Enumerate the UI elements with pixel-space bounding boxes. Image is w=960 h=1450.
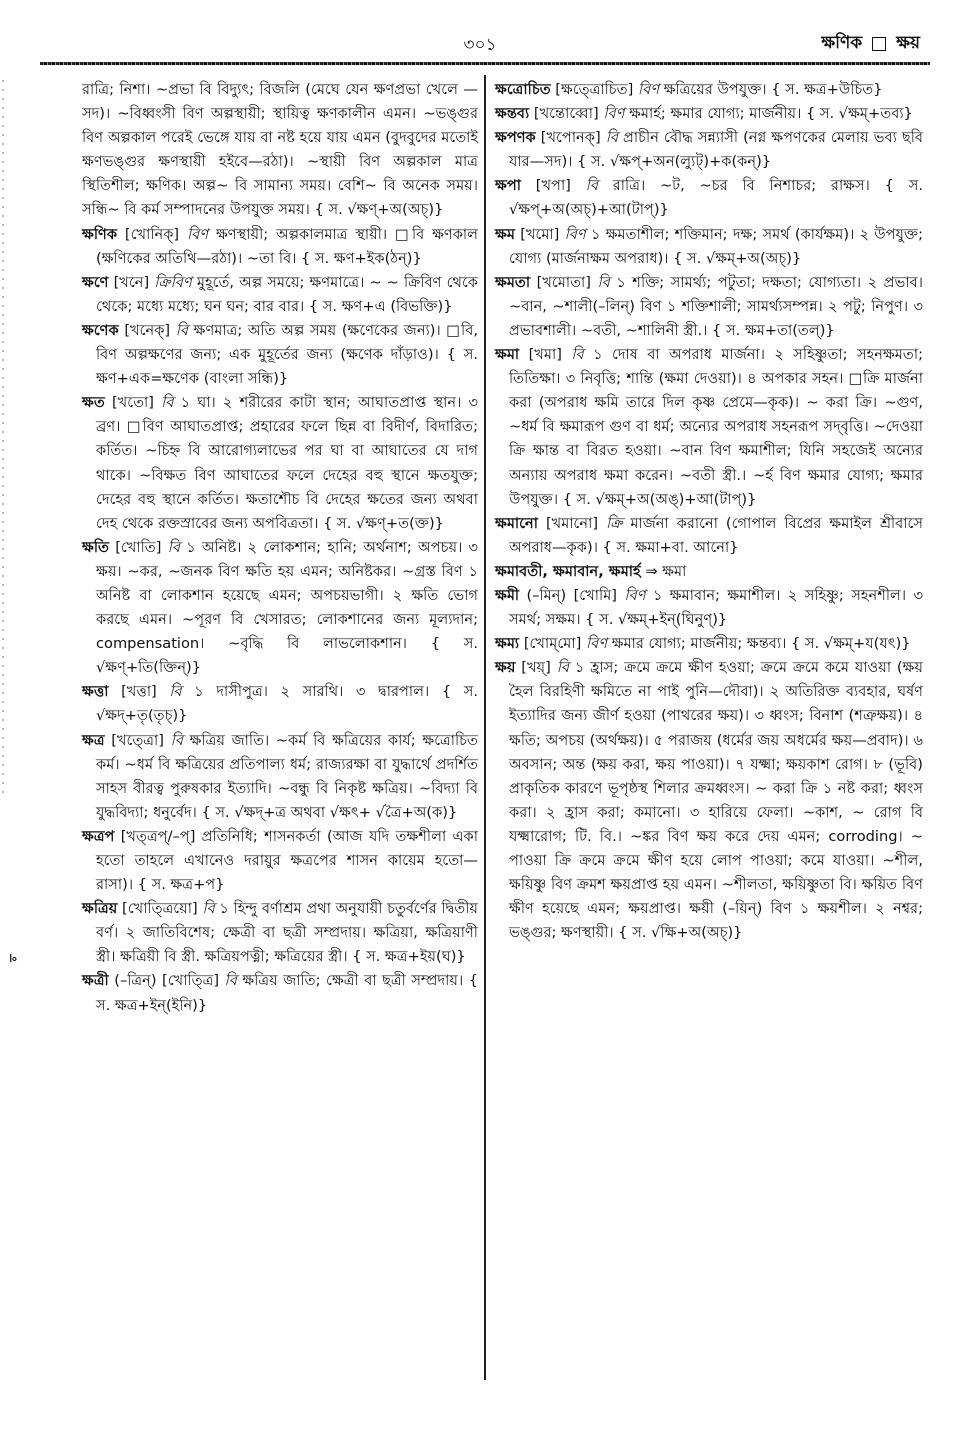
definition: ১ অনিষ্ট। ২ লোকশান; হানি; অর্থনাশ; অপচয়। ৩ ক্ষয়। ~কর, ~জনক বিণ ক্ষতি হয় এমন; অনিষ্টকর। ~গ্রস্ত বিণ ১ অনিষ্ট বা লোকশান হয়েছে এমন; অপচয়ভাগী। ২ ক্ষতি ভোগ করছে এমন। ~পূরণ বি খেসারত; লোকশানের জন্য মূল্যদান; compensation। ~বৃদ্ধি বি লাভলোকশান। { স. √ক্ষণ্+তি(ক্তিন্)} xyxy=(96,538,479,677)
headword: ক্ষত্রোচিত xyxy=(495,81,551,98)
definition: ১ হ্রাস; ক্রমে ক্রমে ক্ষীণ হওয়া; ক্রমে ক্রমে কমে যাওয়া (ক্ষয় হৈল বিরহিণী ক্ষমিতে না পাই পুনি—দৌবা)। ২ অতিরিক্ত ব্যবহার, ঘর্ষণ ইত্যাদির জন্য জীর্ণ হওয়া (পাথরের ক্ষয়)। ৩ ধ্বংস; বিনাশ (শত্রুক্ষয়)। ৪ ক্ষতি; অপচয় (অর্থক্ষয়)। ৫ পরাজয় (ধর্মের জয় অধর্মের ক্ষয়—প্রবাদ)। ৬ অবসান; অন্ত (ক্ষয় করা, ক্ষয় পাওয়া)। ৭ যক্ষ্মা; ক্ষয়কাশ রোগ। ৮ (ভূবি) প্রাকৃতিক কারণে ভূপৃষ্ঠস্থ শিলার ক্রমধ্বংস। ~ করা ক্রি ১ নষ্ট করা; ধ্বংস করা। ২ হ্রাস করা; কমানো। ৩ হারিয়ে ফেলা। ~কাশ, ~ রোগ বি যক্ষ্মারোগ; টি. বি.। ~ঙ্কর বিণ ক্ষয় করে দেয় এমন; corroding। ~ পাওয়া ক্রি ক্রমে ক্রমে ক্ষীণ হয়ে লোপ পাওয়া; কমে যাওয়া। ~শীল, ক্ষয়িষ্ণু বিণ ক্রমশ ক্ষয়প্রাপ্ত হয় এমন। ~শীলতা, ক্ষয়িষ্ণুতা বি। ক্ষয়িত বিণ ক্ষীণ হয়েছে এমন; ক্ষয়প্রাপ্ত। ক্ষয়ী (–য়িন্) বিণ ১ ক্ষয়শীল। ২ নশ্বর; ভঙ্গুর; ক্ষণস্থায়ী। { স. √ক্ষি+অ(অচ্)} xyxy=(509,659,924,942)
definition: ১ দোষ বা অপরাধ মার্জনা। ২ সহিষ্ণুতা; সহনক্ষমতা; তিতিক্ষা। ৩ নিবৃত্তি; শান্তি (ক্ষমা দেওয়া)। ৪ অপকার সহন। □ক্রি মার্জনা করা (অপরাধ ক্ষমি তারে দিল কৃষ্ণ প্রেমে—কৃক)। ~ করা ক্রি। ~গুণ, ~ধর্ম বি ক্ষমারূপ গুণ বা ধর্ম; অন্যের অপরাধ সহনরূপ সদ্‌বৃত্তি। ~দেওয়া ক্রি ক্ষান্ত বা বিরত হওয়া। ~বান বিণ ক্ষমাশীল; যিনি সহজেই অন্যের অন্যায় অপরাধ ক্ষমা করেন। ~বতী স্ত্রী.। ~র্হ বিণ ক্ষমার যোগ্য; ক্ষমার উপযুক্ত। { স. √ক্ষম্+অ(অঙ্)+আ(টাপ্)} xyxy=(509,346,924,508)
part-of-speech: বি xyxy=(571,346,584,364)
part-of-speech: বিণ xyxy=(603,105,625,123)
part-of-speech: বি xyxy=(175,321,189,339)
dictionary-entry xyxy=(495,174,923,222)
dictionary-entry xyxy=(495,271,923,343)
left-column xyxy=(82,78,478,1018)
headword: ক্ষত্র xyxy=(82,731,105,749)
part-of-speech: বিণ xyxy=(186,225,209,243)
definition: ১ দাসীপুত্র। ২ সারথি। ৩ দ্বারপাল। { স. √ক্ষদ্+তৃ(তৃচ্)} xyxy=(96,683,478,725)
definition: মার্জনা করানো (গোপাল বিপ্রের ক্ষমাইল শ্রীবাসে অপরাধ—কৃক)। { স. ক্ষমা+বা. আনো} xyxy=(509,514,923,556)
definition: প্রতিনিধি; শাসনকর্তা (আজ যদি তক্ষশীলা একা হতো তাহলে এখানেও দরায়ুর ক্ষত্রপের শাসন কায়েম হতো—রাসা)। { স. ক্ষত্র+প} xyxy=(96,827,478,894)
definition: ১ ঘা। ২ শরীরের কাটা স্থান; আঘাতপ্রাপ্ত স্থান। ৩ ব্রণ। □বিণ আঘাতপ্রাপ্ত; প্রহারের ফলে ছিন্ন বা বিদীর্ণ, বিদারিত; কর্তিত। ~চিহ্ন বি আরোগ্যলাভের পর ঘা বা আঘাতের যে দাগ থাকে। ~বিক্ষত বিণ আঘাতের ফলে দেহের বহু স্থানে ক্ষতযুক্ত; দেহের বহু স্থানে কর্তিত। ক্ষতাশৌচ বি দেহের ক্ষতের জন্য অথবা দেহ থেকে রক্তস্রাবের জন্য অপবিত্রতা। { স. √ক্ষণ্+ত(ক্ত)} xyxy=(96,394,478,532)
headword: ক্ষম্য xyxy=(495,635,520,653)
pronunciation: [খোনিক্] xyxy=(124,225,180,243)
headword: ক্ষপা xyxy=(495,177,521,195)
part-of-speech: বি xyxy=(556,659,569,677)
part-of-speech: ক্রিবিণ xyxy=(154,273,192,291)
definition: ক্ষত্রিয়ের উপযুক্ত। { স. ক্ষত্র+উচিত} xyxy=(663,81,883,98)
pronunciation: [খনে] xyxy=(113,273,150,291)
dictionary-entry xyxy=(495,78,923,102)
headword: ক্ষত্রপ xyxy=(82,827,115,845)
guide-word-first: ক্ষণিক xyxy=(821,33,863,53)
headword: ক্ষপণক xyxy=(495,129,536,147)
dictionary-entry xyxy=(82,391,478,536)
definition: ⇒ ক্ষমা xyxy=(645,562,687,580)
definition: ১ হিন্দু বর্ণাশ্রম প্রথা অনুযায়ী চতুর্বর্ণের দ্বিতীয় বর্ণ। ২ জাতিবিশেষ; ক্ষেত্রী বা ছত্রী সম্প্রদায়। ক্ষত্রিয়া, ক্ষত্রিয়াণী স্ত্রী। ক্ষত্রিয়ী বি স্ত্রী. ক্ষত্রিয়পত্নী; ক্ষত্রিয়ের স্ত্রী। { স. ক্ষত্র+ইয়(ঘ)} xyxy=(96,900,479,966)
headword: ক্ষম xyxy=(495,225,515,243)
definition: ক্ষণস্থায়ী; অল্পকালমাত্র স্থায়ী। □বি ক্ষণকাল (ক্ষণিকের অতিথি—রঠা)। ~তা বি। { স. ক্ষণ+ইক(ঠন্)} xyxy=(96,225,479,267)
part-of-speech: বিণ xyxy=(637,81,660,98)
definition: ক্ষমার যোগ্য; মার্জনীয়; ক্ষন্তব্য। { স. √ক্ষম্+য(যৎ)} xyxy=(611,635,911,653)
part-of-speech: বি xyxy=(202,900,215,918)
dictionary-entry xyxy=(495,126,923,174)
headword: ক্ষমাবতী, ক্ষমাবান, ক্ষমার্হ xyxy=(495,562,641,580)
definition: ক্ষমার্হ; ক্ষমার যোগ্য; মার্জনীয়। { স. √ক্ষম্+তব্য} xyxy=(629,105,913,123)
pronunciation: [খয়্] xyxy=(521,659,551,677)
right-column xyxy=(495,78,923,945)
margin-mark: ।৹ xyxy=(8,951,18,965)
headword: ক্ষত্রী xyxy=(82,972,109,990)
pronunciation: [খমা] xyxy=(528,346,562,364)
part-of-speech: ক্রি xyxy=(606,514,623,532)
dictionary-entry xyxy=(82,969,478,1017)
definition: ১ ক্ষমতাশীল; শক্তিমান; দক্ষ; সমর্থ (কার্যক্ষম)। ২ উপযুক্ত; যোগ্য (মার্জনাক্ষম অপরাধ)। { স. √ক্ষম্+অ(অচ্)} xyxy=(509,225,924,267)
column-divider xyxy=(484,75,486,1380)
part-of-speech: বিণ xyxy=(585,635,608,653)
pronunciation: [খত্ত্রো] xyxy=(111,731,164,749)
part-of-speech: বি xyxy=(605,129,619,147)
pronunciation: [খমো] xyxy=(520,225,560,243)
dictionary-entry xyxy=(82,825,478,897)
dictionary-entry xyxy=(82,897,478,969)
running-head xyxy=(821,30,920,58)
pronunciation: [খোম্‌মো] xyxy=(523,635,582,653)
dictionary-entry xyxy=(495,584,923,632)
separator-box-icon xyxy=(872,37,886,51)
definition: রাত্রি; নিশা। ~প্রভা বি বিদ্যুৎ; বিজলি (মেঘে যেন ক্ষণপ্রভা খেলে —সদ)। ~বিধ্বংসী বিণ অল্পস্থায়ী; স্থায়িত্ব ক্ষণকালীন এমন। ~ভঙ্গুর বিণ অল্পকাল পরেই ভেঙ্গে যায় বা নষ্ট হয়ে যায় এমন (বুদবুদের মতোই ক্ষণভঙ্গুর ক্ষণস্থায়ী হইবে—রঠা)। ~স্থায়ী বিণ অল্পকাল মাত্র স্থিতিশীল; ক্ষণিক। অল্প~ বি সামান্য সময়। বেশি~ বি অনেক সময়। সন্ধি~ বি কর্ম সম্পাদনের উপযুক্ত সময়। { স. √ক্ষণ্+অ(অচ্)} xyxy=(82,81,478,219)
headword: ক্ষমী xyxy=(495,586,520,604)
part-of-speech: বিণ xyxy=(624,586,646,604)
definition: ১ শক্তি; সামর্থ্য; পটুতা; দক্ষতা; যোগ্যতা। ২ প্রভাব। ~বান, ~শালী(–লিন্) বিণ ১ শক্তিশালী; সামর্থ্যসম্পন্ন। ২ পটু; নিপুণ। ৩ প্রভাবশালী। ~বতী, ~শালিনী স্ত্রী.। { স. ক্ষম+তা(তল্)} xyxy=(509,273,923,339)
part-of-speech: বিণ xyxy=(564,225,586,243)
headword: ক্ষত্তা xyxy=(82,683,109,701)
pronunciation: [খন্তোব্বো] xyxy=(533,105,599,123)
headword: ক্ষণিক xyxy=(82,225,118,243)
pronunciation: [খপা] xyxy=(535,177,571,195)
pronunciation: [খপোনক্] xyxy=(540,129,601,147)
pronunciation: (–মিন্) [খোমি] xyxy=(526,586,617,604)
headword: ক্ষত্রিয় xyxy=(82,900,118,918)
dictionary-entry xyxy=(495,102,923,126)
dictionary-entry xyxy=(82,78,478,223)
headword: ক্ষতি xyxy=(82,538,109,556)
header-rule xyxy=(40,62,930,65)
part-of-speech: বি xyxy=(597,273,610,291)
headword: ক্ষণেক xyxy=(82,321,119,339)
pronunciation: [খত্ত্রপ্/–প্] xyxy=(120,827,196,845)
definition: প্রাচীন বৌদ্ধ সন্ন্যাসী (নগ্ন ক্ষপণকের মেলায় ভব্য ছবি যার—সদ)। { স. √ক্ষপ্+অন(ল্যুট্)+ক(কন্)} xyxy=(509,129,924,171)
guide-word-last: ক্ষয় xyxy=(896,33,920,53)
pronunciation: [খমোতা] xyxy=(536,273,591,291)
pronunciation: (–ত্রিন্) [খোত্ত্রি] xyxy=(114,972,220,990)
headword: ক্ষমতা xyxy=(495,273,531,291)
dictionary-entry xyxy=(82,536,478,681)
pronunciation: [ক্ষত্ত্রোচিত] xyxy=(555,81,634,98)
headword: ক্ষমা xyxy=(495,346,520,364)
part-of-speech: বি xyxy=(170,731,183,749)
dictionary-entry xyxy=(82,729,478,825)
pronunciation: [খতো] xyxy=(111,394,154,412)
dictionary-entry xyxy=(82,319,478,391)
headword: ক্ষণে xyxy=(82,273,109,291)
part-of-speech: বি xyxy=(169,683,182,701)
definition: রাত্রি। ~ট, ~চর বি নিশাচর; রাক্ষস। { স. √ক্ষপ্+অ(অচ্)+আ(টাপ্)} xyxy=(509,177,924,219)
headword: ক্ষত xyxy=(82,394,105,412)
definition: ক্ষত্রিয় জাতি। ~কর্ম বি ক্ষত্রিয়ের কার্য; ক্ষত্রোচিত কর্ম। ~ধর্ম বি ক্ষত্রিয়ের প্রতিপাল্য ধর্ম; রাজ্যরক্ষা বা যুদ্ধার্থে প্রদর্শিত সাহস বীরত্ব পুরুষকার ইত্যাদি। ~বন্ধু বি নিকৃষ্ট ক্ষত্রিয়। ~বিদ্যা বি যুদ্ধবিদ্যা; ধনুর্বেদ। { স. √ক্ষদ্+ত্র অথবা √ক্ষৎ+ √ত্রৈ+অ(ক)} xyxy=(96,731,479,821)
dictionary-entry xyxy=(495,560,923,584)
dictionary-entry xyxy=(495,223,923,271)
definition: ১ ক্ষমাবান; ক্ষমাশীল। ২ সহিষ্ণু; সহনশীল। ৩ সমর্থ; সক্ষম। { স. √ক্ষম্+ইন্(ঘিনুণ্)} xyxy=(509,586,924,629)
dictionary-entry xyxy=(495,343,923,512)
dictionary-entry xyxy=(82,680,478,728)
part-of-speech: বি xyxy=(161,394,174,412)
pronunciation: [খোতি] xyxy=(115,538,162,556)
part-of-speech: বি xyxy=(167,538,180,556)
dictionary-entry xyxy=(495,656,923,945)
pronunciation: [খনেক্] xyxy=(124,321,171,339)
pronunciation: [খোত্ত্রিয়ো] xyxy=(122,900,198,918)
definition: ক্ষত্রিয় জাতি; ক্ষেত্রী বা ছত্রী সম্প্রদায়। { স. ক্ষত্র+ইন্(ইনি)} xyxy=(96,972,479,1014)
definition: মুহূর্তে, অল্প সময়ে; ক্ষণমাত্রে। ~ ~ ক্রিবিণ থেকে থেকে; মধ্যে মধ্যে; ঘন ঘন; বার বার। { স. ক্ষণ+এ (বিভক্তি)} xyxy=(96,273,479,315)
definition: ক্ষণমাত্র; অতি অল্প সময় (ক্ষণেকের জন্য)। □বি, বিণ অল্পক্ষণের জন্য; এক মুহূর্তের জন্য (ক্ষণেক দাঁড়াও)। { স. ক্ষণ+এক=ক্ষণেক (বাংলা সন্ধি)} xyxy=(96,321,478,388)
scan-edge-mark xyxy=(2,80,4,800)
headword: ক্ষয় xyxy=(495,659,516,677)
part-of-speech: বি xyxy=(224,972,237,990)
pronunciation: [খত্তা] xyxy=(121,683,157,701)
pronunciation: [খমানো] xyxy=(545,514,599,532)
dictionary-entry xyxy=(82,223,478,271)
page-number: ৩০১ xyxy=(463,35,497,55)
dictionary-entry xyxy=(82,271,478,319)
headword: ক্ষন্তব্য xyxy=(495,105,530,123)
dictionary-entry xyxy=(495,512,923,560)
part-of-speech: বি xyxy=(585,177,598,195)
dictionary-entry xyxy=(495,632,923,656)
headword: ক্ষমানো xyxy=(495,514,538,532)
